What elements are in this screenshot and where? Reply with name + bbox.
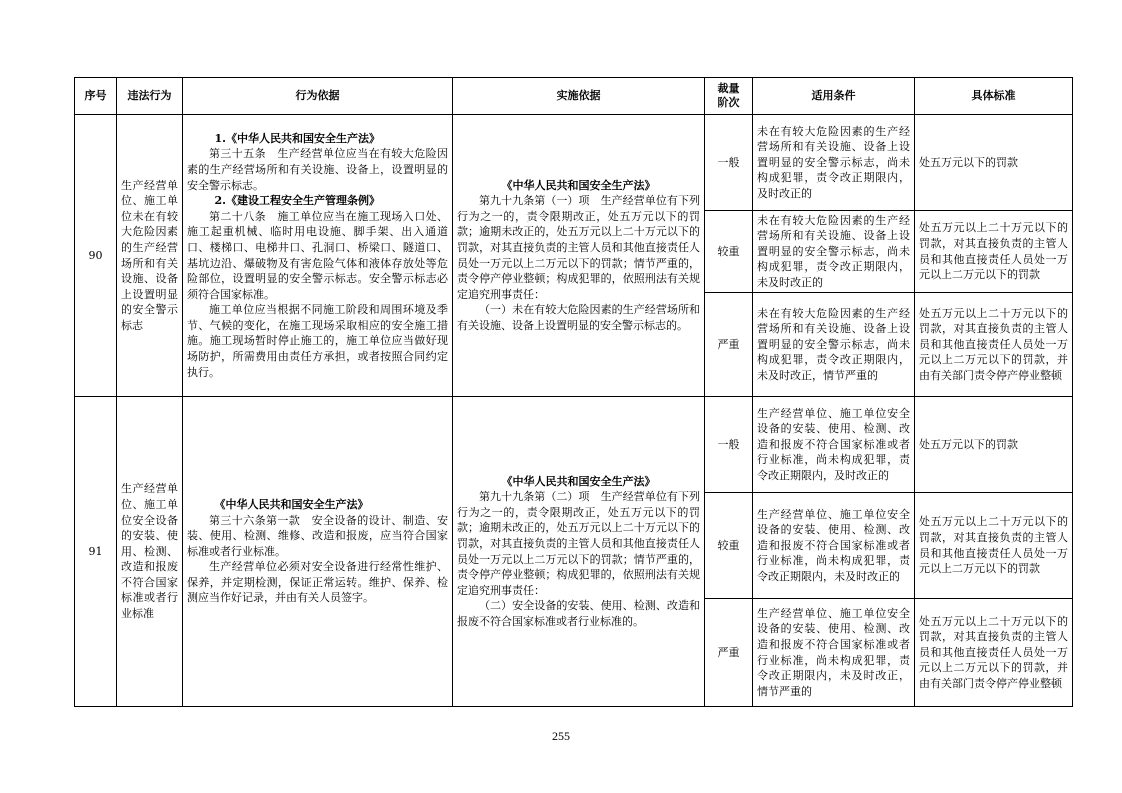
header-std: 具体标准 xyxy=(915,78,1073,115)
level-cell: 较重 xyxy=(705,493,753,599)
law-title: 《中华人民共和国安全生产法》 xyxy=(501,474,656,488)
header-no: 序号 xyxy=(75,78,117,115)
law-title: 《中华人民共和国安全生产法》 xyxy=(501,178,656,192)
header-row xyxy=(75,78,1073,115)
basis-paragraph: 第三十六条第一款 安全设备的设计、制造、安装、使用、检测、维修、改造和报废，应当符合国家标准或者行业标准。 xyxy=(187,513,448,558)
standard-cell: 处五万元以上二十万元以下的罚款，对其直接负责的主管人员和其他直接责任人员处一万元以上二万元以下的罚款 xyxy=(915,493,1073,599)
basis-paragraph: 第二十八条 施工单位应当在施工现场入口处、施工起重机械、临时用电设施、脚手架、出入通道口、楼梯口、电梯井口、孔洞口、桥梁口、隧道口、基坑边沿、爆破物及有害危险气体和液体存放处等危险部位，设置明显的安全警示标志。安全警示标志必须符合国家标准。 xyxy=(187,209,448,301)
impl-paragraph: 第九十九条第（一）项 生产经营单位有下列行为之一的，责令限期改正，处五万元以下的罚款；逾期未改正的，处五万元以上二十万元以下的罚款，对其直接负责的主管人员和其他直接责任人员处一万元以上二万元以下的罚款；情节严重的，责令停产停业整顿；构成犯罪的，依照刑法有关规定追究刑事责任： xyxy=(457,194,700,301)
row-number: 90 xyxy=(75,115,117,397)
impl-paragraph: 第九十九条第（二）项 生产经营单位有下列行为之一的，责令限期改正，处五万元以下的罚款；逾期未改正的，处五万元以上二十万元以下的罚款，对其直接负责的主管人员和其他直接责任人员处一万元以上二万元以下的罚款；情节严重的，责令停产停业整顿；构成犯罪的，依照刑法有关规定追究刑事责任： xyxy=(457,490,700,597)
penalty-table xyxy=(74,77,1073,707)
header-basis: 行为依据 xyxy=(183,78,453,115)
standard-cell: 处五万元以上二十万元以下的罚款，对其直接负责的主管人员和其他直接责任人员处一万元以上二万元以下的罚款，并由有关部门责令停产停业整顿 xyxy=(915,599,1073,707)
violation-act: 生产经营单位、施工单位未在有较大危险因素的生产经营场所和有关设施、设备上设置明显的安全警示标志 xyxy=(117,115,183,397)
table-row xyxy=(75,115,1073,211)
standard-cell: 处五万元以下的罚款 xyxy=(915,115,1073,211)
basis-paragraph: 施工单位应当根据不同施工阶段和周围环境及季节、气候的变化，在施工现场采取相应的安全施工措施。施工现场暂时停止施工的，施工单位应当做好现场防护，所需费用由责任方承担，或者按照合同约定执行。 xyxy=(187,303,448,379)
table-row xyxy=(75,397,1073,493)
row-number: 91 xyxy=(75,397,117,707)
implementation-basis xyxy=(453,397,705,707)
standard-cell: 处五万元以上二十万元以下的罚款，对其直接负责的主管人员和其他直接责任人员处一万元以上二万元以下的罚款，并由有关部门责令停产停业整顿 xyxy=(915,293,1073,397)
condition-cell: 生产经营单位、施工单位安全设备的安装、使用、检测、改造和报废不符合国家标准或者行业标准，尚未构成犯罪，责令改正期限内，及时改正的 xyxy=(753,397,915,493)
header-level: 裁量阶次 xyxy=(705,78,753,115)
behavior-basis xyxy=(183,397,453,707)
level-cell: 严重 xyxy=(705,293,753,397)
condition-cell: 未在有较大危险因素的生产经营场所和有关设施、设备上设置明显的安全警示标志，尚未构成犯罪，责令改正期限内，及时改正的 xyxy=(753,115,915,211)
basis-paragraph: 生产经营单位必须对安全设备进行经常性维护、保养，并定期检测，保证正常运转。维护、保养、检测应当作好记录，并由有关人员签字。 xyxy=(187,560,448,605)
level-cell: 较重 xyxy=(705,211,753,293)
header-cond: 适用条件 xyxy=(753,78,915,115)
level-cell: 严重 xyxy=(705,599,753,707)
impl-paragraph: （一）未在有较大危险因素的生产经营场所和有关设施、设备上设置明显的安全警示标志的。 xyxy=(457,303,700,332)
level-cell: 一般 xyxy=(705,397,753,493)
page-number: 255 xyxy=(552,729,570,743)
header-act: 违法行为 xyxy=(117,78,183,115)
condition-cell: 生产经营单位、施工单位安全设备的安装、使用、检测、改造和报废不符合国家标准或者行业标准，尚未构成犯罪，责令改正期限内，未及时改正，情节严重的 xyxy=(753,599,915,707)
condition-cell: 未在有较大危险因素的生产经营场所和有关设施、设备上设置明显的安全警示标志，尚未构成犯罪，责令改正期限内，未及时改正，情节严重的 xyxy=(753,293,915,397)
implementation-basis xyxy=(453,115,705,397)
impl-paragraph: （二）安全设备的安装、使用、检测、改造和报废不符合国家标准或者行业标准的。 xyxy=(457,599,700,628)
condition-cell: 未在有较大危险因素的生产经营场所和有关设施、设备上设置明显的安全警示标志，尚未构成犯罪，责令改正期限内，未及时改正的 xyxy=(753,211,915,293)
law-title: 1.《中华人民共和国安全生产法》 xyxy=(214,131,380,145)
condition-cell: 生产经营单位、施工单位安全设备的安装、使用、检测、改造和报废不符合国家标准或者行业标准，尚未构成犯罪，责令改正期限内，未及时改正的 xyxy=(753,493,915,599)
header-impl: 实施依据 xyxy=(453,78,705,115)
law-title: 2.《建设工程安全生产管理条例》 xyxy=(214,194,380,208)
law-title: 《中华人民共和国安全生产法》 xyxy=(214,497,369,511)
level-cell: 一般 xyxy=(705,115,753,211)
standard-cell: 处五万元以上二十万元以下的罚款，对其直接负责的主管人员和其他直接责任人员处一万元以上二万元以下的罚款 xyxy=(915,211,1073,293)
basis-paragraph: 第三十五条 生产经营单位应当在有较大危险因素的生产经营场所和有关设施、设备上，设置明显的安全警示标志。 xyxy=(187,147,448,192)
violation-act: 生产经营单位、施工单位安全设备的安装、使用、检测、改造和报废不符合国家标准或者行业标准 xyxy=(117,397,183,707)
behavior-basis xyxy=(183,115,453,397)
standard-cell: 处五万元以下的罚款 xyxy=(915,397,1073,493)
